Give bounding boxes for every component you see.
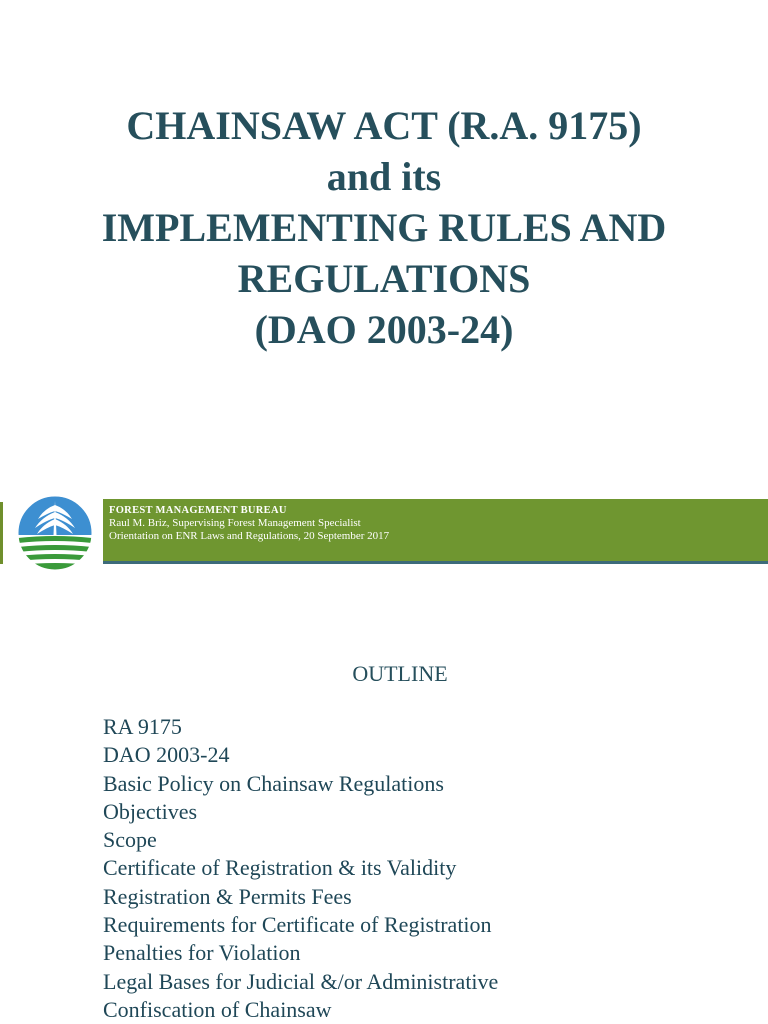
agency-banner	[0, 497, 768, 567]
list-item: Objectives	[103, 798, 198, 824]
outline-list	[103, 713, 498, 1024]
list-item: Scope	[103, 827, 157, 853]
list-item: Basic Policy on Chainsaw Regulations	[103, 770, 444, 796]
left-rule	[0, 502, 3, 564]
list-item: DAO 2003-24	[103, 742, 230, 768]
denr-tree-logo-icon	[10, 495, 100, 571]
list-item: Requirements for Certificate of Registration	[103, 912, 492, 938]
logo-strip	[0, 497, 104, 567]
outline-heading: OUTLINE	[352, 661, 448, 686]
organization-name: FOREST MANAGEMENT BUREAU	[109, 505, 287, 516]
bureau-info	[109, 504, 389, 543]
title-line-3: IMPLEMENTING RULES AND	[101, 205, 667, 250]
list-item: Legal Bases for Judicial &/or Administrative	[103, 968, 499, 994]
presenter-name: Raul M. Briz, Supervising Forest Management Specialist	[109, 517, 361, 529]
title-line-5: (DAO 2003-24)	[254, 307, 514, 352]
list-item: RA 9175	[103, 714, 182, 739]
document-title	[0, 100, 768, 355]
title-line-2: and its	[326, 154, 442, 199]
title-line-1: CHAINSAW ACT (R.A. 9175)	[126, 103, 642, 148]
list-item: Penalties for Violation	[103, 940, 301, 966]
event-name: Orientation on ENR Laws and Regulations, 20 September 2017	[109, 530, 390, 542]
list-item: Confiscation of Chainsaw	[103, 996, 332, 1022]
title-line-4: REGULATIONS	[237, 256, 531, 301]
list-item: Registration & Permits Fees	[103, 883, 352, 909]
list-item: Certificate of Registration & its Validity	[103, 855, 457, 881]
